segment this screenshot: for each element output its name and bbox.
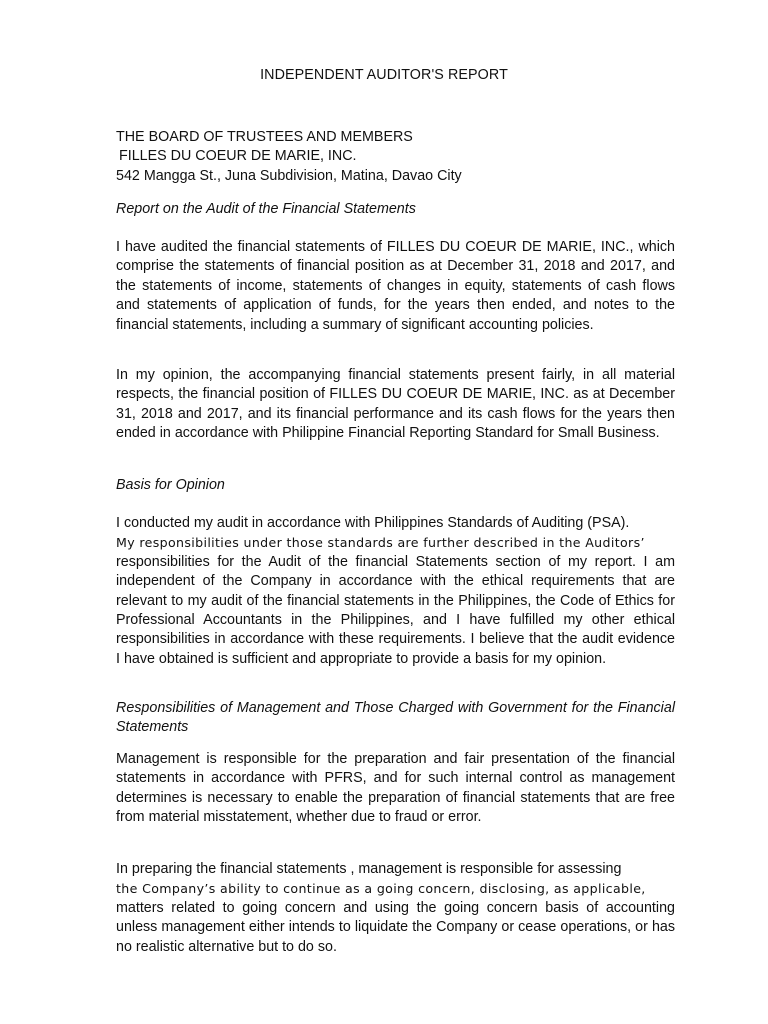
addressee-company: FILLES DU COEUR DE MARIE, INC.	[119, 148, 357, 165]
paragraph-going-concern-line2: the Company’s ability to continue as a going concern, disclosing, as applicable,	[116, 881, 646, 897]
paragraph-going-concern	[116, 860, 675, 957]
addressee-block	[116, 128, 675, 186]
heading-basis-for-opinion: Basis for Opinion	[116, 477, 225, 493]
paragraph-management-responsibility: Management is responsible for the preparation and fair presentation of the financial statements in accordance with PFRS, and for such internal control as management determines is necessary to enable the preparation of financial statements that are free from material misstatement, whether due to fraud or error.	[116, 751, 675, 826]
paragraph-basis-rest: responsibilities for the Audit of the financial Statements section of my report. I am independent of the Company in accordance with the ethical requirements that are relevant to my audit of the financial statements in the Philippines, the Code of Ethics for Professional Accountants in the Philippines, and I have fulfilled my other ethical responsibilities in accordance with these requirements. I believe that the audit evidence I have obtained is sufficient and appropriate to provide a basis for my opinion.	[116, 553, 675, 667]
addressee-board: THE BOARD OF TRUSTEES AND MEMBERS	[116, 129, 413, 145]
paragraph-basis-line1: I conducted my audit in accordance with Philippines Standards of Auditing (PSA).	[116, 515, 630, 531]
paragraph-opinion-statement: In my opinion, the accompanying financial statements present fairly, in all material respects, the financial position of FILLES DU COEUR DE MARIE, INC. as at December 31, 2018 and 2017, and its financial performance and its cash flows for the years then ended in accordance with Philippine Financial Reporting Standard for Small Business.	[116, 367, 675, 442]
paragraph-going-concern-line1: In preparing the financial statements , management is responsible for assessing	[116, 861, 622, 877]
paragraph-opinion-scope: I have audited the financial statements of FILLES DU COEUR DE MARIE, INC., which comprise the statements of financial position as at December 31, 2018 and 2017, and the statements of income, statements of changes in equity, statements of cash flows and statements of application of funds, for the years then ended, and notes to the financial statements, including a summary of significant accounting policies.	[116, 239, 675, 333]
report-title: INDEPENDENT AUDITOR'S REPORT	[260, 67, 508, 83]
paragraph-going-concern-rest: matters related to going concern and using the going concern basis of accounting unless management either intends to liquidate the Company or cease operations, or has no realistic alternative but to do so.	[116, 899, 675, 955]
paragraph-basis-line2: My responsibilities under those standards are further described in the Auditors’	[116, 535, 645, 551]
heading-report-on-audit: Report on the Audit of the Financial Statements	[116, 201, 416, 217]
paragraph-basis	[116, 514, 675, 669]
addressee-street: 542 Mangga St., Juna Subdivision, Matina, Davao City	[116, 167, 462, 184]
heading-management-responsibilities: Responsibilities of Management and Those Charged with Government for the Financial Statements	[116, 700, 675, 736]
